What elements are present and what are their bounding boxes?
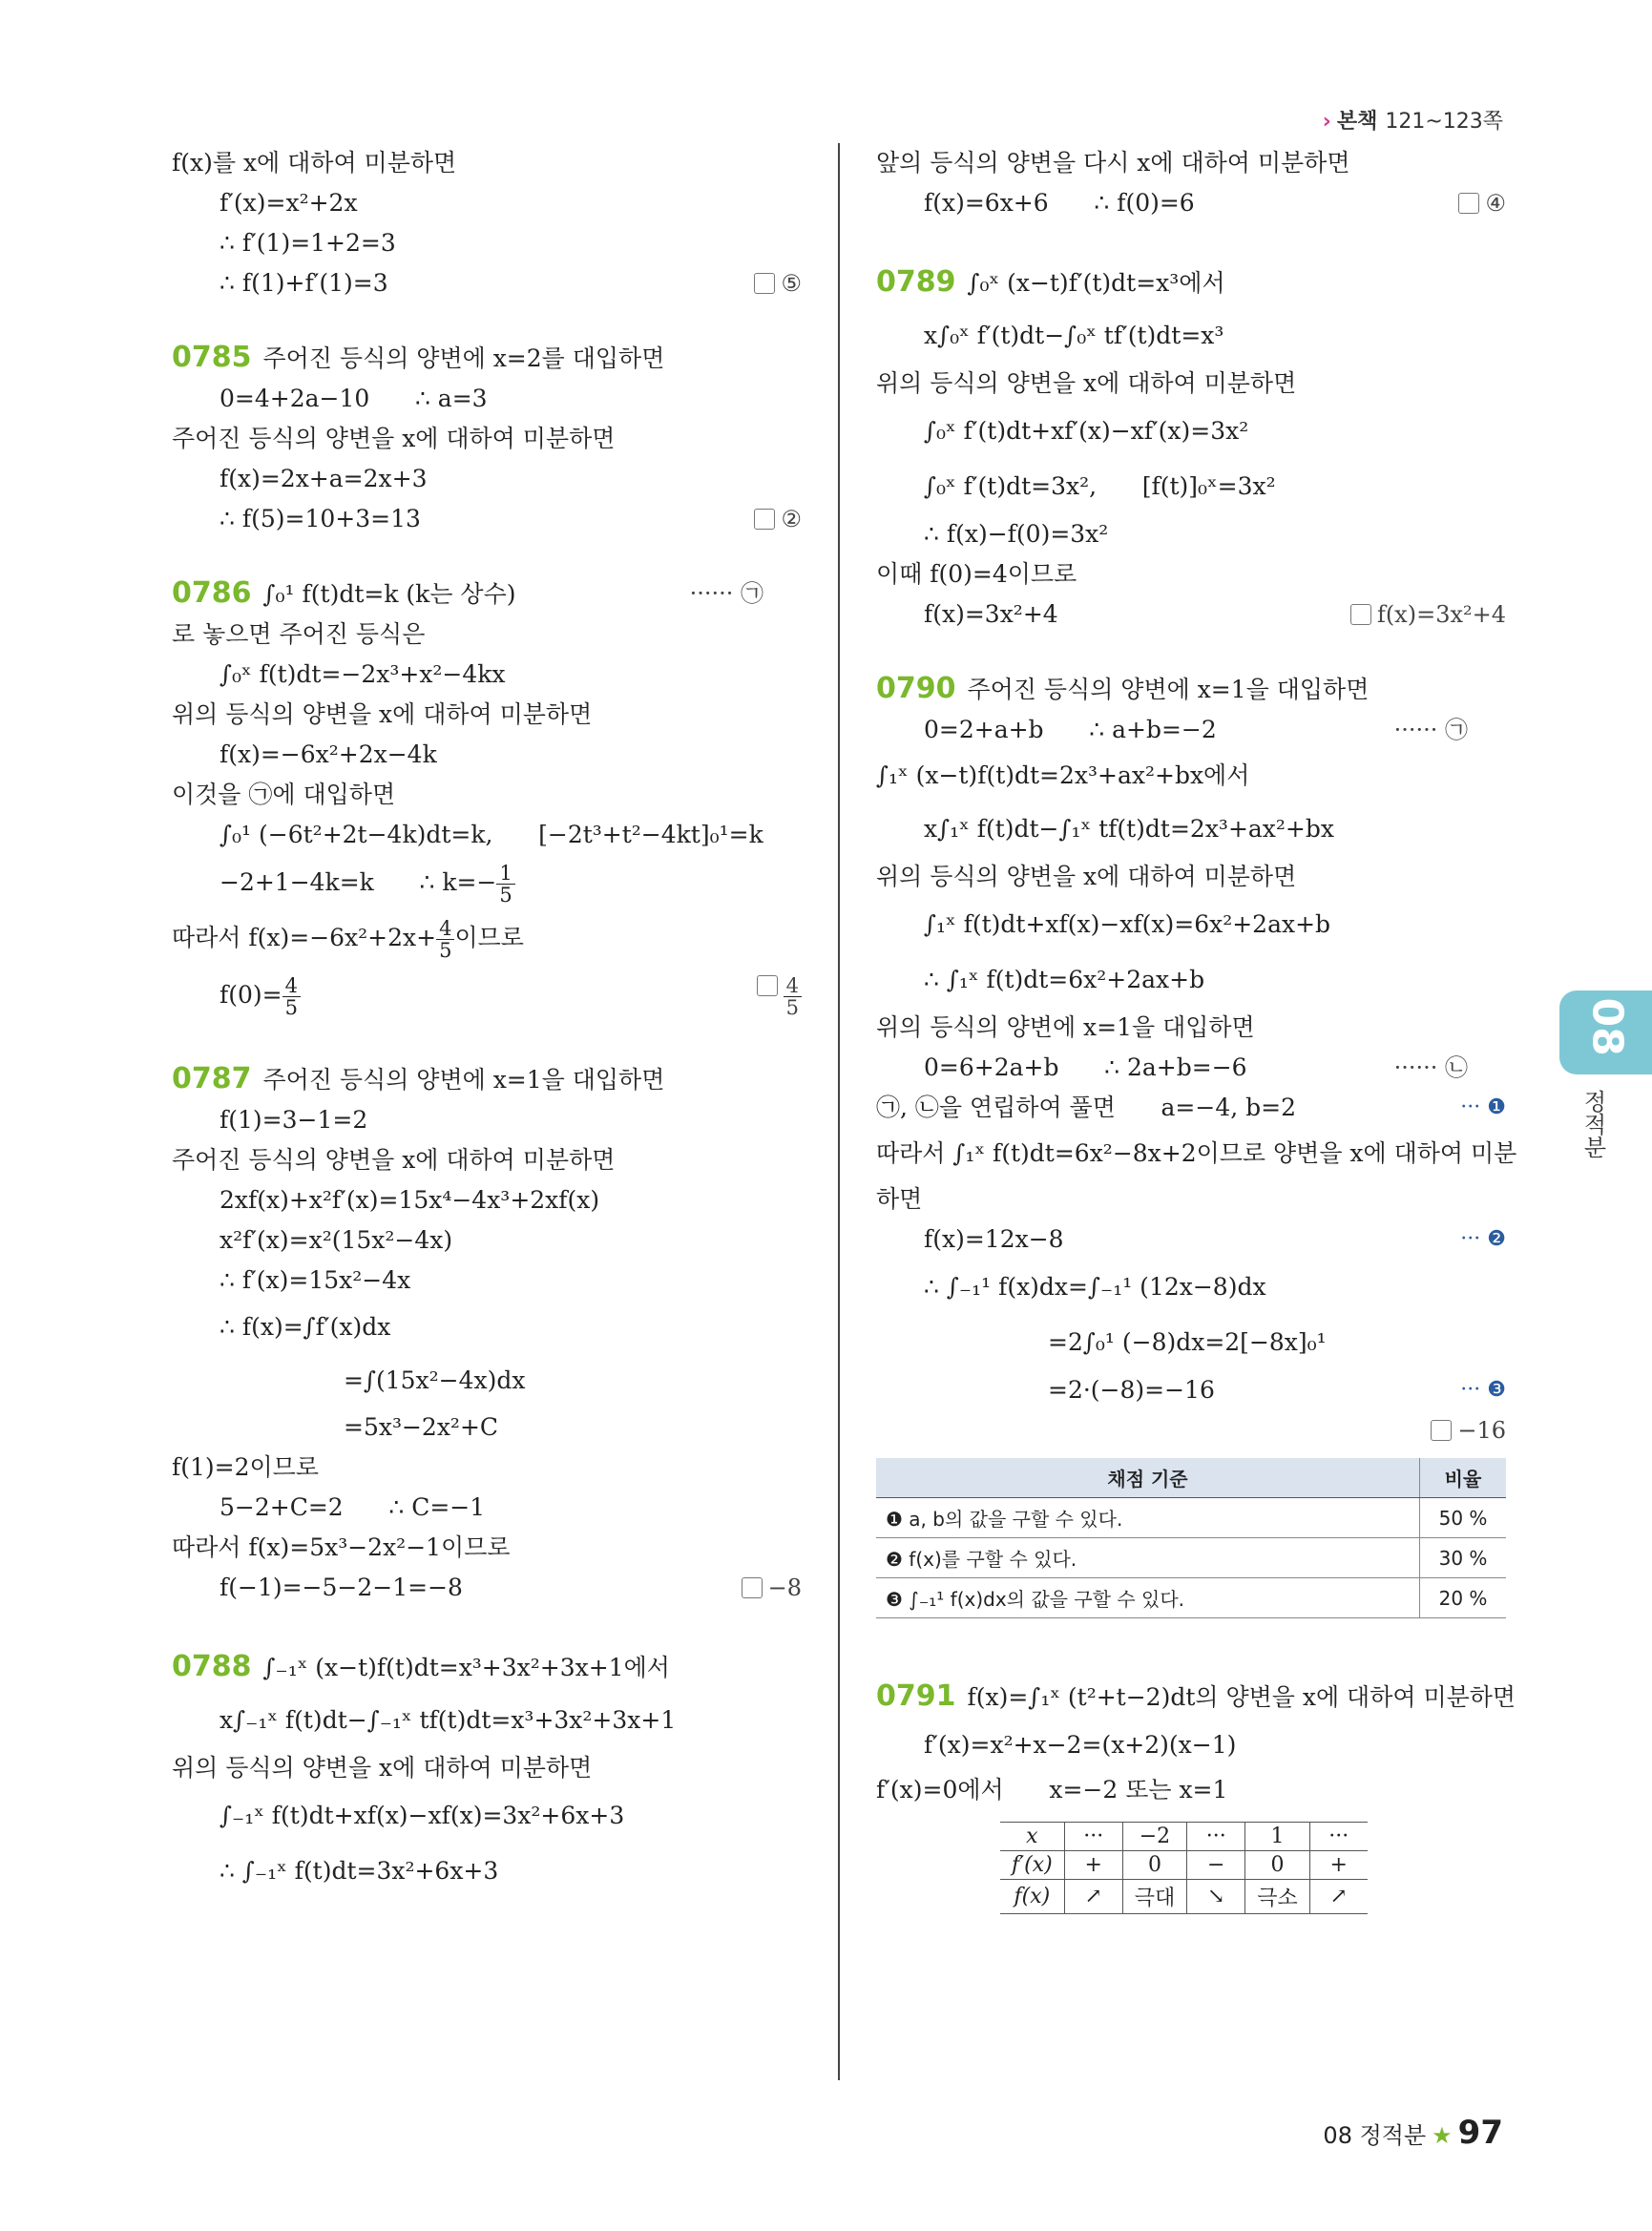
equation-line: f′(x)=x²+2x: [220, 189, 358, 217]
reference-pages: 121~123쪽: [1385, 110, 1503, 134]
answer-mark: f(x)=3x²+4: [1350, 594, 1506, 635]
answer-line: [876, 1410, 1506, 1450]
problem-number: 0785: [172, 341, 252, 374]
grading-table: [876, 1458, 1506, 1618]
text-line: 앞의 등식의 양변을 다시 x에 대하여 미분하면: [876, 149, 1350, 177]
answer-mark: −8: [742, 1568, 802, 1608]
equation-line: ∫₁ˣ (x−t)f(t)dt=2x³+ax²+bx에서: [876, 761, 1250, 789]
text-line: 따라서 f(x)=−6x²+2x+ $\frac{4}{5}$ 이므로: [172, 917, 524, 962]
equation-line: ∴ f′(x)=15x²−4x: [220, 1266, 411, 1294]
equation-line: x∫₋₁ˣ f(t)dt−∫₋₁ˣ tf(t)dt=x³+3x²+3x+1: [220, 1706, 677, 1734]
grading-header-ratio: 비율: [1420, 1458, 1507, 1498]
problem-0789: 0789 ∫₀ˣ (x−t)f′(t)dt=x³에서: [876, 265, 1225, 299]
equation-line: f(x)=3x²+4 f(x)=3x²+4: [876, 594, 1506, 635]
equation-line: f′(x)=0에서 x=−2 또는 x=1: [876, 1776, 1228, 1804]
equation-line: ∫₁ˣ f(t)dt+xf(x)−xf(x)=6x²+2ax+b: [924, 910, 1331, 938]
table-row: f(x) ↗ 극대 ↘ 극소 ↗: [1000, 1880, 1368, 1914]
equation-line: f′(x)=x²+x−2=(x+2)(x−1): [924, 1731, 1237, 1759]
equation-line: 0=6+2a+b ∴ 2a+b=−6 ······ ㉡: [924, 1053, 1468, 1081]
answer-icon: [742, 1577, 763, 1598]
equation-line: 2xf(x)+x²f′(x)=15x⁴−4x³+2xf(x): [220, 1186, 600, 1214]
problem-number: 0788: [172, 1650, 252, 1683]
right-column: [876, 143, 1517, 1914]
page-reference: [1323, 105, 1503, 135]
equation-line: ∫₋₁ˣ f(t)dt+xf(x)−xf(x)=3x²+6x+3: [220, 1802, 625, 1829]
problem-0785: 0785 주어진 등식의 양변에 x=2를 대입하면: [172, 341, 665, 374]
equation-line: ∴ ∫₋₁¹ f(x)dx=∫₋₁¹ (12x−8)dx: [924, 1273, 1266, 1301]
equation-line: 0=4+2a−10 ∴ a=3: [220, 385, 488, 412]
problem-0791: 0791 f(x)=∫₁ˣ (t²+t−2)dt의 양변을 x에 대하여 미분하면: [876, 1679, 1516, 1713]
equation-line: ㉠, ㉡을 연립하여 풀면 a=−4, b=2 ··· ❶: [876, 1088, 1506, 1128]
text-line: 이것을 ㉠에 대입하면: [172, 781, 396, 808]
equation-line: ∴ ∫₁ˣ f(t)dt=6x²+2ax+b: [924, 966, 1205, 993]
equation-line: f(x)=2x+a=2x+3: [220, 465, 428, 492]
text-line: 위의 등식의 양변을 x에 대하여 미분하면: [172, 700, 593, 728]
equation-line: 5−2+C=2 ∴ C=−1: [220, 1493, 486, 1521]
equation-line: =5x³−2x²+C: [344, 1413, 499, 1441]
problem-number: 0787: [172, 1062, 252, 1095]
text-line: 이때 f(0)=4이므로: [876, 560, 1077, 588]
text-line: 따라서 ∫₁ˣ f(t)dt=6x²−8x+2이므로 양변을 x에 대하여 미분: [876, 1139, 1517, 1167]
text-line: 로 놓으면 주어진 등식은: [172, 620, 426, 648]
left-column: [172, 143, 802, 1899]
equation-line: ∴ f(x)−f(0)=3x²: [924, 520, 1109, 548]
equation-line: f(x)=−6x²+2x−4k: [220, 740, 437, 768]
answer-icon: [754, 509, 775, 530]
equation-line: ∫₀ˣ f′(t)dt+xf′(x)−xf′(x)=3x²: [924, 417, 1249, 445]
equation-line: x∫₁ˣ f(t)dt−∫₁ˣ tf(t)dt=2x³+ax²+bx: [924, 815, 1334, 843]
equation-line: f(−1)=−5−2−1=−8 −8: [172, 1568, 802, 1608]
equation-line: −2+1−4k=k ∴ k=− $\frac{1}{5}$: [172, 855, 802, 910]
star-icon: ★: [1432, 2122, 1453, 2149]
equation-line: =∫(15x²−4x)dx: [344, 1366, 526, 1394]
table-row: ❶ a, b의 값을 구할 수 있다. 50 %: [876, 1498, 1506, 1538]
column-divider: [838, 143, 840, 2080]
equation-line: ∴ f(x)=∫f′(x)dx: [220, 1313, 391, 1341]
reference-book: 본책: [1336, 110, 1378, 134]
fraction: $\frac{4}{5}$: [282, 975, 301, 1018]
answer-icon: [1431, 1420, 1452, 1441]
text-line: 주어진 등식의 양변을 x에 대하여 미분하면: [172, 1146, 616, 1174]
equation-line: ∴ ∫₋₁ˣ f(t)dt=3x²+6x+3: [220, 1857, 499, 1885]
step-marker: ··· ❶: [1460, 1095, 1506, 1119]
equation-line: f(1)=3−1=2: [220, 1106, 368, 1134]
text-line: 위의 등식의 양변을 x에 대하여 미분하면: [876, 863, 1297, 890]
page-footer: [1323, 2114, 1503, 2152]
equation-line: x²f′(x)=x²(15x²−4x): [220, 1226, 453, 1254]
problem-number: 0791: [876, 1679, 956, 1713]
answer-mark: ②: [754, 499, 802, 539]
equation-line: ∴ f(1)+f′(1)=3 ⑤: [172, 263, 802, 303]
text-line: f(x)를 x에 대하여 미분하면: [172, 149, 457, 177]
answer-mark: ④: [1458, 183, 1506, 223]
equation-line: ∫₀¹ (−6t²+2t−4k)dt=k, [−2t³+t²−4kt]₀¹=k: [220, 821, 763, 848]
problem-0788: 0788 ∫₋₁ˣ (x−t)f(t)dt=x³+3x²+3x+1에서: [172, 1650, 670, 1683]
table-row: f′(x) + 0 − 0 +: [1000, 1851, 1368, 1880]
answer-icon: [1350, 604, 1371, 625]
step-marker: ··· ❸: [1460, 1378, 1506, 1402]
problem-0790: 0790 주어진 등식의 양변에 x=1을 대입하면: [876, 672, 1370, 705]
answer-mark: −16: [1431, 1410, 1506, 1450]
equation-line: f(x)=12x−8 ··· ❷: [876, 1220, 1506, 1260]
table-row: ❸ ∫₋₁¹ f(x)dx의 값을 구할 수 있다. 20 %: [876, 1578, 1506, 1618]
answer-mark: $\frac{4}{5}$: [757, 966, 802, 1025]
chapter-tab-label: 정적분: [1579, 1090, 1606, 1158]
equation-line: ∫₀ˣ f(t)dt=−2x³+x²−4kx: [220, 660, 506, 688]
equation-line: x∫₀ˣ f′(t)dt−∫₀ˣ tf′(t)dt=x³: [924, 322, 1224, 349]
answer-icon: [757, 975, 778, 996]
equation-line: 0=2+a+b ∴ a+b=−2 ······ ㉠: [924, 716, 1468, 743]
problem-0786: 0786 ∫₀¹ f(t)dt=k (k는 상수) ······ ㉠: [172, 576, 763, 610]
answer-mark: ⑤: [754, 263, 802, 303]
text-line: 위의 등식의 양변을 x에 대하여 미분하면: [172, 1754, 593, 1782]
text-line: 주어진 등식의 양변을 x에 대하여 미분하면: [172, 425, 616, 452]
chapter-tab: [1559, 990, 1652, 1074]
grading-header-criteria: 채점 기준: [876, 1458, 1420, 1498]
fraction: $\frac{1}{5}$: [496, 863, 514, 906]
fraction: $\frac{4}{5}$: [436, 918, 454, 961]
equation-line: ∴ f′(1)=1+2=3: [220, 229, 396, 257]
table-row: x ··· −2 ··· 1 ···: [1000, 1823, 1368, 1851]
equation-line: =2·(−8)=−16 ··· ❸: [876, 1370, 1506, 1410]
answer-icon: [754, 273, 775, 294]
page-number: 97: [1457, 2114, 1503, 2152]
sign-table: [1000, 1822, 1368, 1914]
step-marker: ··· ❷: [1460, 1227, 1506, 1251]
equation-line: f(x)=6x+6 ∴ f(0)=6 ④: [876, 183, 1506, 223]
text-line: f(1)=2이므로: [172, 1453, 319, 1481]
problem-0787: 0787 주어진 등식의 양변에 x=1을 대입하면: [172, 1062, 665, 1095]
problem-number: 0790: [876, 672, 956, 705]
text-line: 위의 등식의 양변을 x에 대하여 미분하면: [876, 369, 1297, 397]
problem-number: 0789: [876, 265, 956, 299]
table-row: ❷ f(x)를 구할 수 있다. 30 %: [876, 1538, 1506, 1578]
text-line: 하면: [876, 1185, 923, 1213]
problem-number: 0786: [172, 576, 252, 610]
equation-line: =2∫₀¹ (−8)dx=2[−8x]₀¹: [1048, 1328, 1327, 1356]
equation-line: f(0)= $\frac{4}{5}$ $\frac{4}{5}$: [172, 966, 802, 1025]
footer-chapter: 08 정적분: [1323, 2122, 1427, 2149]
text-line: 따라서 f(x)=5x³−2x²−1이므로: [172, 1533, 511, 1561]
equation-line: ∫₀ˣ f′(t)dt=3x², [f(t)]₀ˣ=3x²: [924, 472, 1276, 500]
text-line: 위의 등식의 양변에 x=1을 대입하면: [876, 1013, 1255, 1041]
chevron-right-icon: ›: [1322, 110, 1331, 134]
equation-line: ∴ f(5)=10+3=13 ②: [172, 499, 802, 539]
chapter-tab-number: 08: [1582, 997, 1632, 1056]
answer-icon: [1458, 193, 1479, 214]
